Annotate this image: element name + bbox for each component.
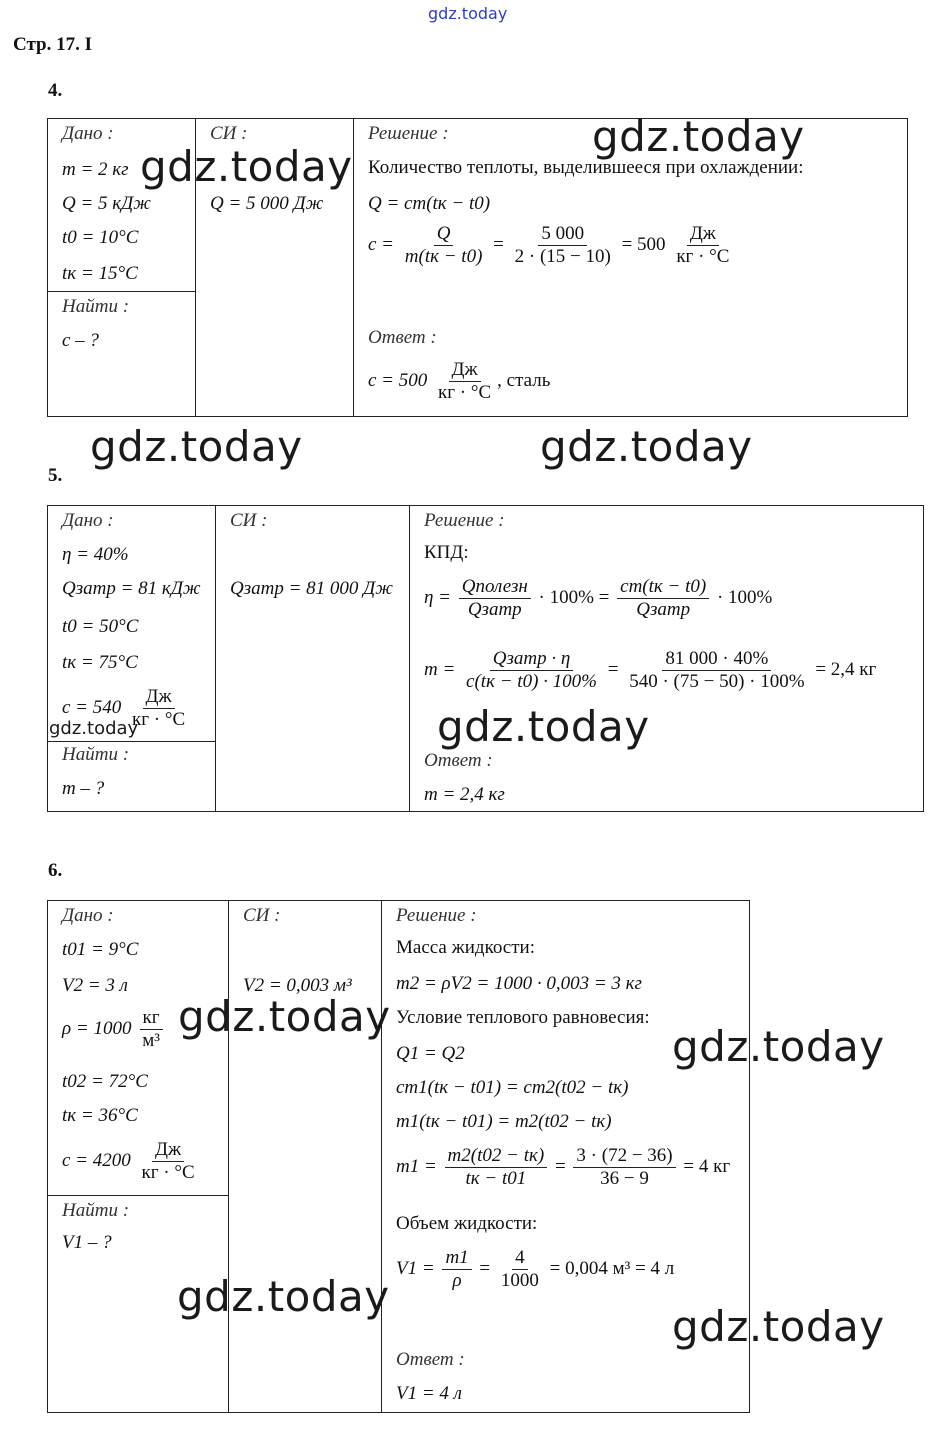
- task5-m-formula: m = $\frac{\text{Qзатр · η}}{c(tк - t0) \cdot 100\%}$ = $\frac{81 000 \cdot 40\%}{540 \cdot (75 - 50) \cdot 100\%}$ = 2,4 кг: [424, 648, 877, 692]
- task6-number: 6.: [48, 860, 63, 881]
- watermark: gdz.today: [140, 142, 353, 191]
- answer-label: Ответ: [396, 1349, 454, 1370]
- answer-label: Ответ: [424, 750, 482, 771]
- watermark: gdz.today: [540, 422, 753, 471]
- task6-table: [47, 900, 750, 1413]
- task4-solution-cell: Решение : Количество теплоты, выделившееся при охлаждении: Q = cm(tк − t0) c = $\frac{Q}{m(tк - t0)}$ = $\frac{5 000}{2 \cdot (15 - 10)}$ = 500 $\frac{Дж}{кг \cdot ^\circ C}$ Ответ : c = 500 $\frac{Дж}{кг \cdot ^\circ C}$ , сталь: [354, 119, 908, 417]
- si-label: СИ: [210, 123, 237, 144]
- task6-v1-formula: V1 = $\frac{m1}{\rho}$ = $\frac{4}{1000}$ = 0,004 м³ = 4 л: [396, 1247, 675, 1291]
- watermark: gdz.today: [672, 1022, 885, 1071]
- task5-given-c: c = 540 $\frac{Дж}{кг \cdot ^\circ C}$: [62, 686, 186, 730]
- task6-si-cell: СИ : V2 = 0,003 м³: [229, 901, 382, 1413]
- task6-given-cell: Дано : t01 = 9°C V2 = 3 л ρ = 1000 $\frac{кг}{\text{м³}}$ t02 = 72°C tк = 36°C c = 4200 $\frac{Дж}{кг \cdot ^\circ C}$: [48, 901, 229, 1196]
- task6-eq3: m1(tк − t01) = m2(t02 − tк): [396, 1111, 612, 1132]
- watermark: gdz.today: [49, 718, 139, 739]
- task6-equilibrium-title: Условие теплового равновесия:: [396, 1007, 650, 1028]
- task6-mass-formula: m2 = ρV2 = 1000 · 0,003 = 3 кг: [396, 973, 642, 994]
- task6-find-cell: Найти : V1 – ?: [48, 1196, 229, 1413]
- task6-eq1: Q1 = Q2: [396, 1043, 465, 1064]
- given-label: Дано: [62, 905, 103, 926]
- si-label: СИ: [230, 510, 257, 531]
- task4-given-heat: Q = 5 кДж: [62, 193, 151, 214]
- watermark: gdz.today: [437, 702, 650, 751]
- task5-answer: m = 2,4 кг: [424, 784, 505, 805]
- task5-solution-cell: Решение : КПД: η = $\frac{\text{Qполезн}}{\text{Qзатр}}$ · 100% = $\frac{cm(tк - t0)}{\text{Qзатр}}$ · 100% m = $\frac{\text{Qзатр · η}}{c(tк - t0) \cdot 100\%}$ = $\frac{81 000 \cdot 40\%}{540 \cdot (75 - 50) \cdot 100\%}$ = 2,4 кг Ответ : m = 2,4 кг: [410, 506, 924, 812]
- task4-answer: c = 500 $\frac{Дж}{кг \cdot ^\circ C}$ , сталь: [368, 359, 551, 403]
- task5-given-t0: t0 = 50°C: [62, 616, 139, 637]
- solution-label: Решение: [424, 510, 494, 531]
- watermark: gdz.today: [90, 422, 303, 471]
- task4-si-heat: Q = 5 000 Дж: [210, 193, 324, 214]
- task5-kpd: КПД:: [424, 542, 469, 563]
- task5-eta-formula: η = $\frac{\text{Qполезн}}{\text{Qзатр}}$ · 100% = $\frac{cm(tк - t0)}{\text{Qзатр}}$ · 100%: [424, 576, 773, 620]
- task4-given-cell: Дано : m = 2 кг Q = 5 кДж t0 = 10°C tк = 15°C: [48, 119, 196, 292]
- task6-solution-cell: Решение : Масса жидкости: m2 = ρV2 = 1000 · 0,003 = 3 кг Условие теплового равновесия: Q1 = Q2 cm1(tк − t01) = cm2(t02 − tк) m1(tк − t01) = m2(t02 − tк) m1 = $\frac{m2(t02 - tк)}{tк - t01}$ = $\frac{3 \cdot (72 - 36)}{36 - 9}$ = 4 кг Объем жидкости: V1 = $\frac{m1}{\rho}$ = $\frac{4}{1000}$ = 0,004 м³ = 4 л Ответ : V1 = 4 л: [382, 901, 750, 1413]
- top-watermark: gdz.today: [428, 4, 508, 23]
- watermark: gdz.today: [672, 1302, 885, 1351]
- task6-si-v2: V2 = 0,003 м³: [243, 975, 352, 996]
- watermark: gdz.today: [592, 112, 805, 161]
- task6-find: V1 – ?: [62, 1232, 112, 1253]
- task5-number: 5.: [48, 465, 63, 486]
- task5-find: m – ?: [62, 778, 105, 799]
- task6-mass-title: Масса жидкости:: [396, 937, 535, 958]
- given-label: Дано: [62, 510, 103, 531]
- task6-given-t02: t02 = 72°C: [62, 1071, 148, 1092]
- task6-eq2: cm1(tк − t01) = cm2(t02 − tк): [396, 1077, 629, 1098]
- task4-formula-c: c = $\frac{Q}{m(tк - t0)}$ = $\frac{5 000}{2 \cdot (15 - 10)}$ = 500 $\frac{Дж}{кг \cdot ^\circ C}$: [368, 223, 730, 267]
- task6-given-c: c = 4200 $\frac{Дж}{кг \cdot ^\circ C}$: [62, 1139, 195, 1183]
- task5-find-cell: Найти : m – ?: [48, 742, 216, 812]
- task4-formula-heat: Q = cm(tк − t0): [368, 193, 491, 214]
- task5-table: [47, 505, 924, 812]
- find-label: Найти: [62, 744, 118, 765]
- task5-si-qzatr: Qзатр = 81 000 Дж: [230, 578, 393, 599]
- solution-label: Решение: [368, 123, 438, 144]
- task6-given-v2: V2 = 3 л: [62, 975, 128, 996]
- solution-label: Решение: [396, 905, 466, 926]
- answer-label: Ответ: [368, 327, 426, 348]
- task4-si-cell: СИ : Q = 5 000 Дж: [196, 119, 354, 417]
- given-label: Дано: [62, 123, 103, 144]
- find-label: Найти: [62, 1200, 118, 1221]
- task4-solution-intro: Количество теплоты, выделившееся при охлаждении:: [368, 157, 804, 178]
- task6-given-t01: t01 = 9°C: [62, 939, 139, 960]
- task6-answer: V1 = 4 л: [396, 1383, 462, 1404]
- task4-find-cell: Найти : c – ?: [48, 292, 196, 417]
- task6-given-tk: tк = 36°C: [62, 1105, 138, 1126]
- task5-si-cell: СИ : Qзатр = 81 000 Дж: [216, 506, 410, 812]
- task6-given-rho: ρ = 1000 $\frac{кг}{\text{м³}}$: [62, 1007, 166, 1052]
- task5-given-qzatr: Qзатр = 81 кДж: [62, 578, 201, 599]
- si-label: СИ: [243, 905, 270, 926]
- watermark: gdz.today: [178, 992, 391, 1041]
- task4-given-t0: t0 = 10°C: [62, 227, 139, 248]
- task6-volume-title: Объем жидкости:: [396, 1213, 538, 1234]
- task4-find: c – ?: [62, 330, 99, 351]
- task5-given-tk: tк = 75°C: [62, 652, 138, 673]
- task6-m1-formula: m1 = $\frac{m2(t02 - tк)}{tк - t01}$ = $\frac{3 \cdot (72 - 36)}{36 - 9}$ = 4 кг: [396, 1145, 731, 1189]
- find-label: Найти: [62, 296, 118, 317]
- page-header: Стр. 17. I: [13, 34, 92, 55]
- task4-given-mass: m = 2 кг: [62, 159, 129, 180]
- task5-given-cell: Дано : η = 40% Qзатр = 81 кДж t0 = 50°C tк = 75°C c = 540 $\frac{Дж}{кг \cdot ^\circ C}$: [48, 506, 216, 742]
- task4-number: 4.: [48, 80, 63, 101]
- task4-given-tk: tк = 15°C: [62, 263, 138, 284]
- watermark: gdz.today: [177, 1272, 390, 1321]
- task5-given-eta: η = 40%: [62, 544, 129, 565]
